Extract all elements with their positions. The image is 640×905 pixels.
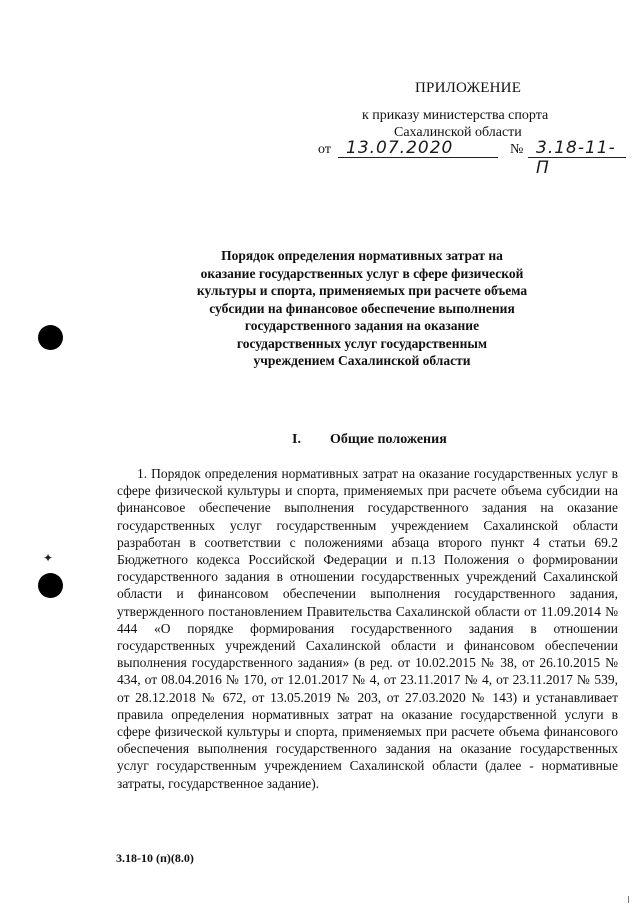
handwritten-number: 3.18-11-П xyxy=(536,138,616,178)
footer-code: 3.18-10 (п)(8.0) xyxy=(116,851,194,865)
section-number: I. xyxy=(292,432,301,447)
appendix-region-line: Сахалинской области xyxy=(394,125,522,140)
punch-hole-bottom xyxy=(38,573,63,598)
punch-hole-top xyxy=(38,325,63,350)
number-label: № xyxy=(510,142,524,157)
from-label: от xyxy=(318,142,331,157)
scan-speck: ✦ xyxy=(43,551,54,565)
handwritten-date: 13.07.2020 xyxy=(346,138,454,158)
section-title: Общие положения xyxy=(330,432,447,447)
appendix-title: ПРИЛОЖЕНИЕ xyxy=(415,80,522,96)
order-date-number-row xyxy=(318,138,628,178)
appendix-order-line: к приказу министерства спорта xyxy=(362,108,549,123)
scan-corner-mark xyxy=(628,896,629,903)
paragraph-1: 1. Порядок определения нормативных затрат на оказание государственных услуг в сфере физической культуры и спорта, применяемых при расчете объема субсидии на финансовое обеспечение выполнения государственного задания на оказание государственных услуг государственным учреждением Сахалинской области разработан в соответствии с положениями абзаца второго пункт 4 статьи 69.2 Бюджетного кодекса Российской Федерации и п.13 Положения о формировании государственного задания в отношении государственных учреждений Сахалинской области и финансовом обеспечении выполнения государственного задания, утвержденного постановлением Правительства Сахалинской области от 11.09.2014 № 444 «О порядке формирования государственного задания в отношении государственных учреждений Сахалинской области и финансовом обеспечении выполнения государственного задания» (в ред. от 10.02.2015 № 38, от 26.10.2015 № 434, от 08.04.2016 № 170, от 12.01.2017 № 4, от 23.11.2017 № 4, от 23.11.2017 № 539, от 28.12.2018 № 672, от 13.05.2019 № 203, от 27.03.2020 № 143) и устанавливает правила определения нормативных затрат на оказание государственной услуги в сфере физической культуры и спорта, применяемых при расчете объема финансового обеспечения выполнения государственного задания на оказание государственных услуг государственным учреждением Сахалинской области (далее - нормативные затраты, государственное задание). xyxy=(117,466,618,791)
document-title: Порядок определения нормативных затрат на оказание государственных услуг в сфере физической культуры и спорта, применяемых при расчете объема субсидии на финансовое обеспечение выполнения государственного задания на оказание государственных услуг государственным учреждением Сахалинской области xyxy=(196,248,528,368)
